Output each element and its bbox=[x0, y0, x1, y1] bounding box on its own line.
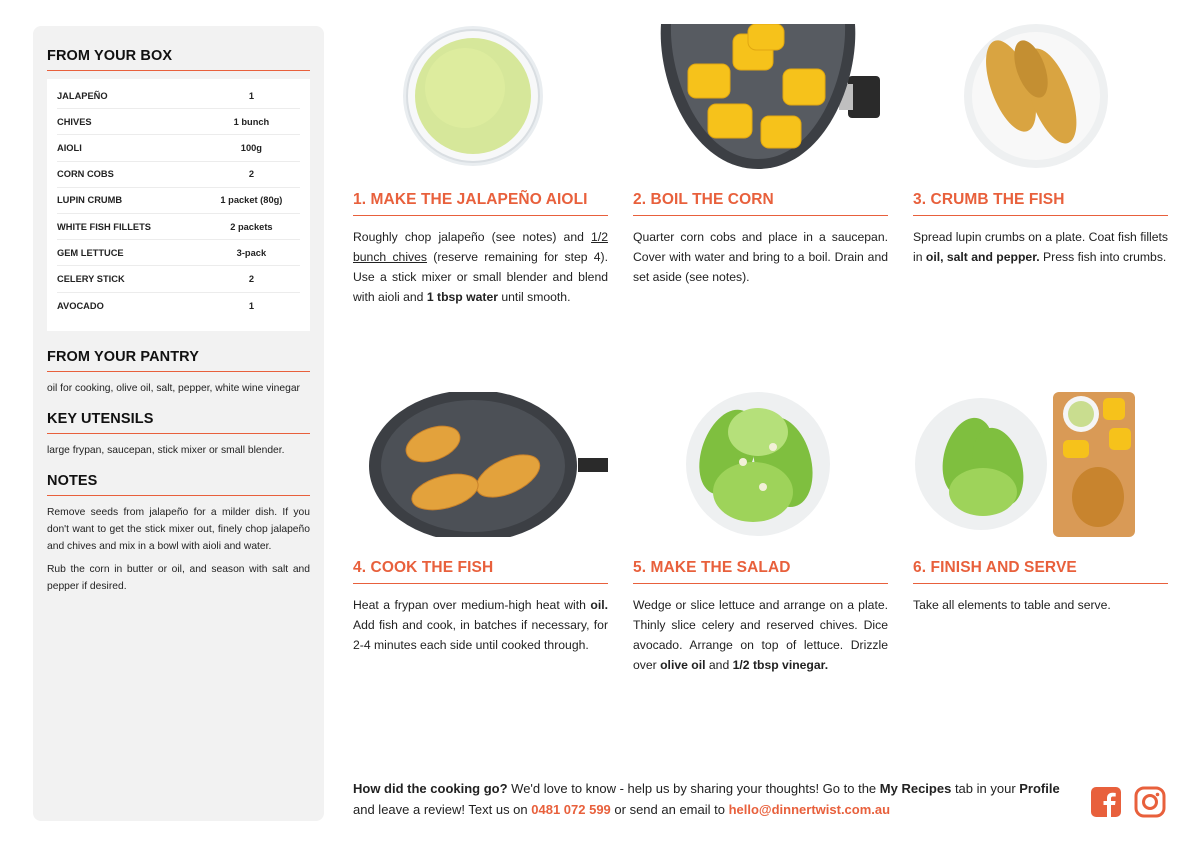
ingredient-qty: 2 bbox=[248, 169, 254, 180]
ingredient-row bbox=[57, 188, 300, 214]
ingredient-qty: 1 packet (80g) bbox=[220, 195, 283, 206]
note-paragraph: Remove seeds from jalapeño for a milder dish. If you don't want to get the stick mixer out, finely chop jalapeño and chives and mix in a bowl with aioli and water. bbox=[47, 506, 310, 552]
pantry-section bbox=[47, 349, 310, 397]
facebook-icon[interactable] bbox=[1090, 786, 1122, 818]
email-link[interactable]: hello@dinnertwist.com.au bbox=[728, 802, 891, 817]
step-text: Spread lupin crumbs on a plate. Coat fish fillets in oil, salt and pepper. Press fish into crumbs. bbox=[913, 230, 1168, 264]
ingredient-name: JALAPEÑO bbox=[57, 90, 108, 101]
finished-dish-photo bbox=[913, 392, 1168, 537]
step-title: 1. MAKE THE JALAPEÑO AIOLI bbox=[353, 191, 608, 216]
ingredient-row bbox=[57, 135, 300, 161]
step-4 bbox=[353, 392, 608, 655]
ingredient-row bbox=[57, 266, 300, 292]
frypan-fish-photo bbox=[353, 392, 608, 537]
from-your-box-table bbox=[47, 79, 310, 331]
ingredient-qty: 1 bbox=[248, 300, 254, 311]
step-5 bbox=[633, 392, 888, 675]
notes-heading: NOTES bbox=[47, 473, 310, 496]
note-paragraph: Rub the corn in butter or oil, and season with salt and pepper if desired. bbox=[47, 563, 310, 592]
ingredient-row bbox=[57, 293, 300, 319]
ingredient-name: CORN COBS bbox=[57, 169, 114, 180]
ingredient-qty: 3-pack bbox=[236, 247, 267, 258]
instagram-icon[interactable] bbox=[1134, 786, 1166, 818]
step-2 bbox=[633, 24, 888, 287]
ingredient-qty: 1 bunch bbox=[233, 116, 270, 127]
ingredients-sidebar bbox=[33, 26, 324, 821]
step-title: 4. COOK THE FISH bbox=[353, 559, 608, 584]
ingredient-name: AVOCADO bbox=[57, 300, 104, 311]
from-your-box-heading: FROM YOUR BOX bbox=[47, 48, 310, 71]
step-title: 5. MAKE THE SALAD bbox=[633, 559, 888, 584]
step-text: Heat a frypan over medium-high heat with oil. Add fish and cook, in batches if necessary, for 2-4 minutes each side until cooked through. bbox=[353, 598, 608, 652]
utensils-text: large frypan, saucepan, stick mixer or small blender. bbox=[47, 444, 285, 456]
notes-text bbox=[47, 504, 310, 595]
salad-plate-photo bbox=[633, 392, 888, 537]
ingredient-name: LUPIN CRUMB bbox=[57, 195, 123, 206]
step-text: Take all elements to table and serve. bbox=[913, 598, 1111, 612]
ingredient-row bbox=[57, 240, 300, 266]
step-title: 6. FINISH AND SERVE bbox=[913, 559, 1168, 584]
step-3 bbox=[913, 24, 1168, 267]
step-text: Roughly chop jalapeño (see notes) and 1/2 bunch chives (reserve remaining for step 4). Use a stick mixer or small blender and blend with aioli and 1 tbsp water until smooth. bbox=[353, 230, 608, 304]
step-title: 3. CRUMB THE FISH bbox=[913, 191, 1168, 216]
phone-number-link[interactable]: 0481 072 599 bbox=[531, 802, 611, 817]
pantry-text: oil for cooking, olive oil, salt, pepper, white wine vinegar bbox=[47, 382, 300, 394]
utensils-heading: KEY UTENSILS bbox=[47, 411, 310, 434]
step-text: Quarter corn cobs and place in a saucepan. Cover with water and bring to a boil. Drain and set aside (see notes). bbox=[633, 230, 888, 284]
ingredient-qty: 1 bbox=[248, 90, 254, 101]
notes-section bbox=[47, 473, 310, 595]
ingredient-row bbox=[57, 162, 300, 188]
ingredient-row bbox=[57, 214, 300, 240]
ingredient-qty: 2 bbox=[248, 273, 254, 284]
ingredient-name: CELERY STICK bbox=[57, 273, 125, 284]
corn-saucepan-photo bbox=[633, 24, 888, 169]
ingredient-name: WHITE FISH FILLETS bbox=[57, 221, 151, 232]
step-text: Wedge or slice lettuce and arrange on a plate. Thinly slice celery and reserved chives. Dice avocado. Arrange on top of lettuce. Drizzle over olive oil and 1/2 tbsp vinegar. bbox=[633, 598, 888, 672]
step-title: 2. BOIL THE CORN bbox=[633, 191, 888, 216]
crumbed-fish-photo bbox=[913, 24, 1168, 169]
ingredient-qty: 2 packets bbox=[230, 221, 273, 232]
pantry-heading: FROM YOUR PANTRY bbox=[47, 349, 310, 372]
aioli-bowl-photo bbox=[353, 24, 608, 169]
ingredient-name: AIOLI bbox=[57, 142, 82, 153]
utensils-section bbox=[47, 411, 310, 459]
ingredient-row bbox=[57, 109, 300, 135]
ingredient-row bbox=[57, 83, 300, 109]
feedback-footer: How did the cooking go? We'd love to know - help us by sharing your thoughts! Go to the My Recipes tab in your Profile and leave a review! Text us on 0481 072 599 or send an email to hello@dinnertwist.com.au bbox=[353, 781, 1060, 817]
ingredient-name: GEM LETTUCE bbox=[57, 247, 124, 258]
step-1 bbox=[353, 24, 608, 307]
ingredient-qty: 100g bbox=[240, 142, 262, 153]
step-6 bbox=[913, 392, 1168, 615]
ingredient-name: CHIVES bbox=[57, 116, 92, 127]
